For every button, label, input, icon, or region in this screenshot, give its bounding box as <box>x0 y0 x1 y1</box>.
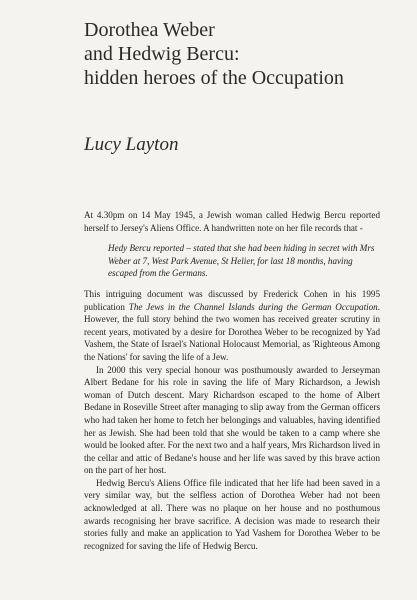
author-name: Lucy Layton <box>84 134 179 155</box>
title-line-3: hidden heroes of the Occupation <box>84 67 344 89</box>
book-title: The Jews in the Channel Islands during the German Occupation <box>128 301 378 312</box>
article-body <box>84 209 380 552</box>
article-title <box>84 18 404 90</box>
title-line-1: Dorothea Weber <box>84 19 215 41</box>
paragraph-aliens-office: Hedwig Bercu's Aliens Office file indicated that her life had been saved in a very similar way, but the selfless action of Dorothea Weber had not been acknowledged at all. There was no plaque on her house and no posthumous awards recognising her brave sacrifice. A decision was made to research their stories fully and make an application to Yad Vashem for Dorothea Weber to be recognized for saving the life of Hedwig Bercu. <box>84 477 380 551</box>
paragraph-bedane: In 2000 this very special honour was posthumously awarded to Jerseyman Albert Bedane for his role in saving the life of Mary Richardson, a Jewish woman of Dutch descent. Mary Richardson escaped to the home of Albert Bedane in Roseville Street after managing to slip away from the German officers who had taken her home to fetch her belongings and valuables, having identified her as Jewish. She had been told that she would be taken to a camp where she would be looked after. For the next two and a half years, Mrs Richardson lived in the cellar and attic of Bedane's house and her life was saved by this brave action on the part of her host. <box>84 364 380 476</box>
title-line-2: and Hedwig Bercu: <box>84 43 240 65</box>
paragraph-cohen <box>84 288 380 364</box>
paragraph-cohen-text-a: This intriguing document was discussed by Frederick Cohen in his 1995 publication <box>84 288 380 312</box>
paragraph-cohen-text-b: . However, the full story behind the two women has received greater scrutiny in recent years, motivated by a desire for Dorothea Weber to be recognized by Yad Vashem, the State of Israel's National Holocaust Memorial, as 'Righteous Among the Nations' for saving the life of a Jew. <box>84 301 380 362</box>
block-quote: Hedy Bercu reported – stated that she had been hiding in secret with Mrs Weber at 7, West Park Avenue, St Helier, for last 18 months, having escaped from the Germans. <box>108 243 375 279</box>
paragraph-intro: At 4.30pm on 14 May 1945, a Jewish woman called Hedwig Bercu reported herself to Jersey's Aliens Office. A handwritten note on her file records that - <box>84 210 380 233</box>
